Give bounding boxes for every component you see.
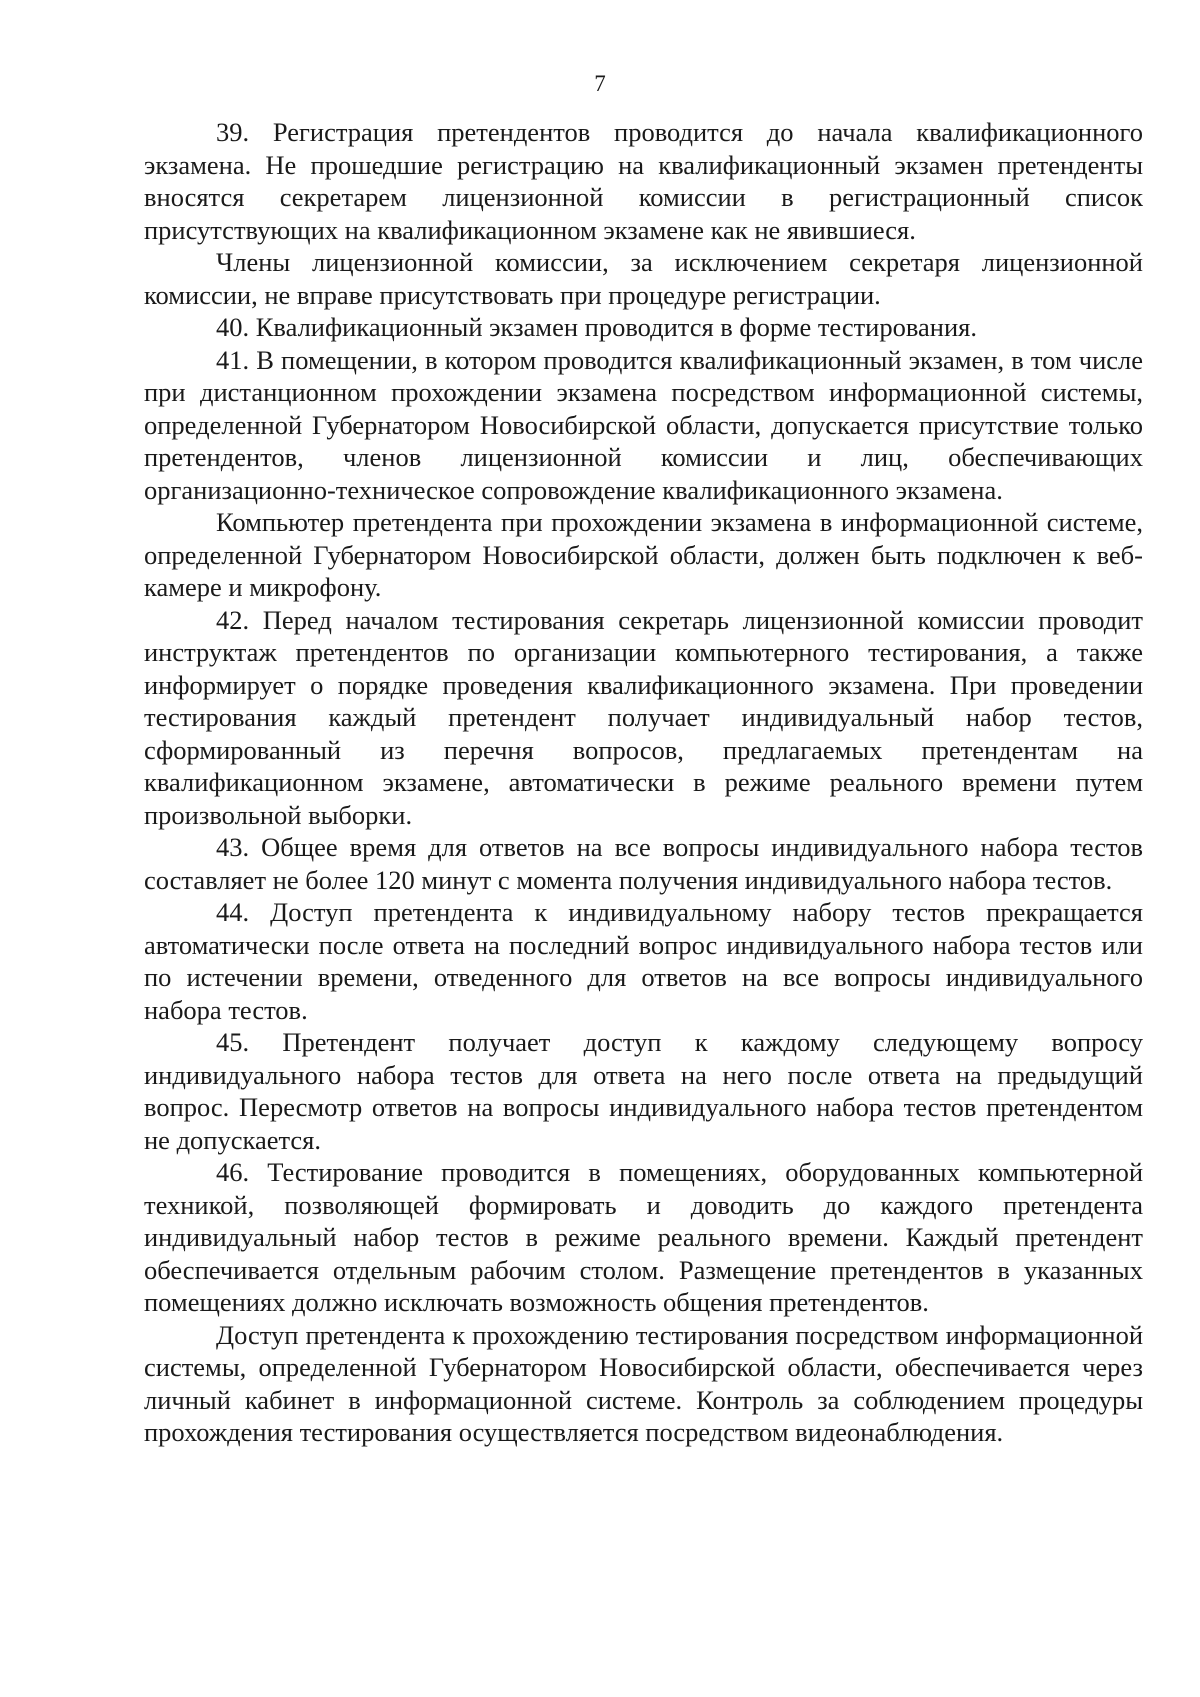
paragraph-45: 45. Претендент получает доступ к каждому следующему вопросу индивидуального набора тестов для ответа на него после ответа на предыдущий вопрос. Пересмотр ответов на вопросы индивидуального набора тестов претендентом не допускается. xyxy=(144,1027,1143,1155)
paragraph-39-members: Члены лицензионной комиссии, за исключением секретаря лицензионной комиссии, не вправе присутствовать при процедуре регистрации. xyxy=(144,247,1143,310)
document-body xyxy=(144,116,1143,1449)
paragraph-43: 43. Общее время для ответов на все вопросы индивидуального набора тестов составляет не более 120 минут с момента получения индивидуального набора тестов. xyxy=(144,832,1143,895)
paragraph-44: 44. Доступ претендента к индивидуальному набору тестов прекращается автоматически после ответа на последний вопрос индивидуального набора тестов или по истечении времени, отведенного для ответов на все вопросы индивидуального набора тестов. xyxy=(144,897,1143,1025)
paragraph-46: 46. Тестирование проводится в помещениях, оборудованных компьютерной техникой, позволяющей формировать и доводить до каждого претендента индивидуальный набор тестов в режиме реального времени. Каждый претендент обеспечивается отдельным рабочим столом. Размещение претендентов в указанных помещениях должно исключать возможность общения претендентов. xyxy=(144,1157,1143,1317)
paragraph-41: 41. В помещении, в котором проводится квалификационный экзамен, в том числе при дистанционном прохождении экзамена посредством информационной системы, определенной Губернатором Новосибирской области, допускается присутствие только претендентов, членов лицензионной комиссии и лиц, обеспечивающих организационно-техническое сопровождение квалификационного экзамена. xyxy=(144,344,1143,505)
paragraph-40: 40. Квалификационный экзамен проводится в форме тестирования. xyxy=(216,312,977,342)
paragraph-39: 39. Регистрация претендентов проводится до начала квалификационного экзамена. Не прошедшие регистрацию на квалификационный экзамен претенденты вносятся секретарем лицензионной комиссии в регистрационный список присутствующих на квалификационном экзамене как не явившиеся. xyxy=(144,117,1143,245)
paragraph-42: 42. Перед началом тестирования секретарь лицензионной комиссии проводит инструктаж претендентов по организации компьютерного тестирования, а также информирует о порядке проведения квалификационного экзамена. При проведении тестирования каждый претендент получает индивидуальный набор тестов, сформированный из перечня вопросов, предлагаемых претендентам на квалификационном экзамене, автоматически в режиме реального времени путем произвольной выборки. xyxy=(144,604,1143,830)
page-number: 7 xyxy=(594,71,606,96)
paragraph-41-computer: Компьютер претендента при прохождении экзамена в информационной системе, определенной Губернатором Новосибирской области, должен быть подключен к веб-камере и микрофону. xyxy=(144,507,1143,602)
paragraph-46-access: Доступ претендента к прохождению тестирования посредством информационной системы, определенной Губернатором Новосибирской области, обеспечивается через личный кабинет в информационной системе. Контроль за соблюдением процедуры прохождения тестирования осуществляется посредством видеонаблюдения. xyxy=(144,1319,1143,1447)
